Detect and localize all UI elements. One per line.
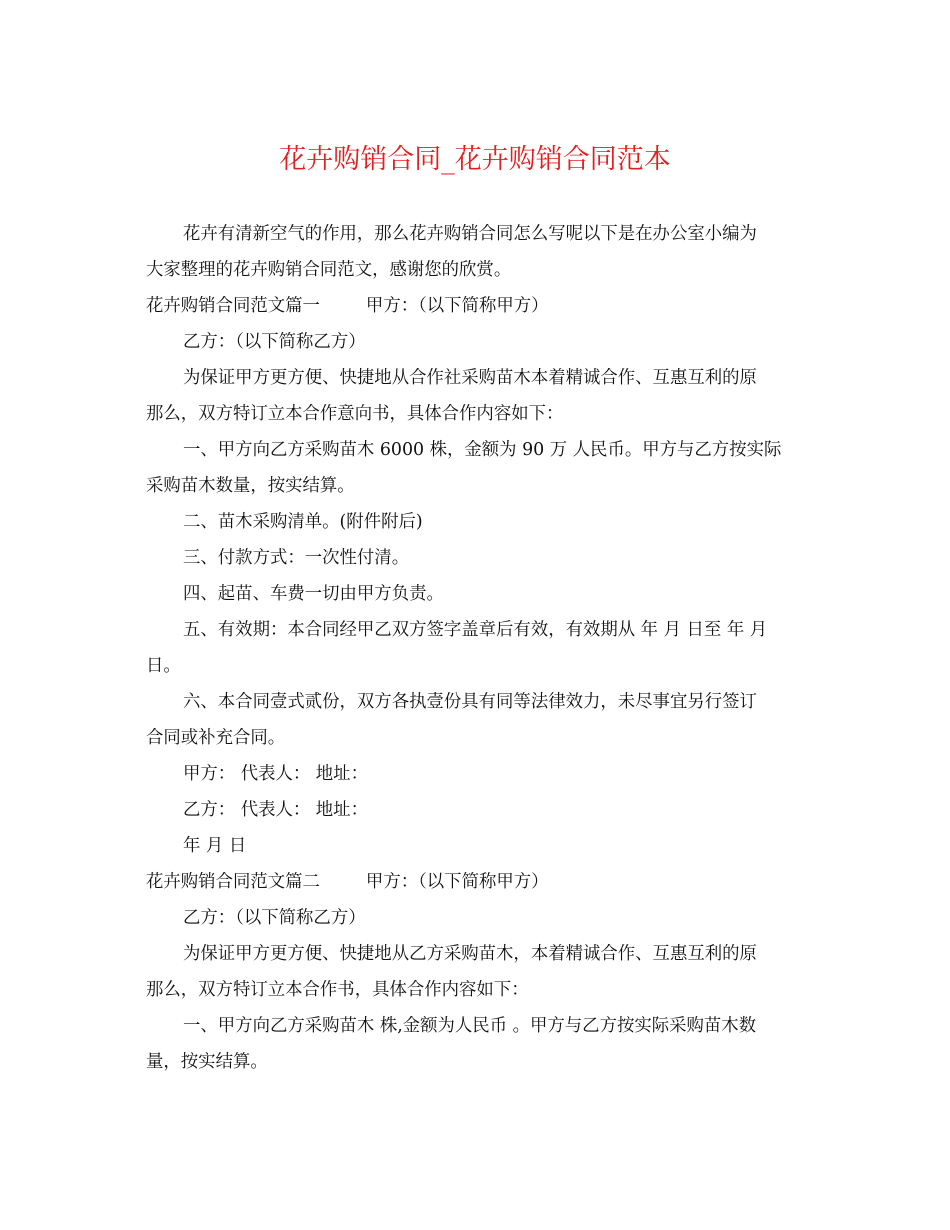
document-body [146,216,810,1080]
section-1-purpose-line-1: 为保证甲方更方便、快捷地从合作社采购苗木本着精诚合作、互惠互利的原 [183,368,757,388]
section-2-purpose-line-1: 为保证甲方更方便、快捷地从乙方采购苗木，本着精诚合作、互惠互利的原 [183,944,757,964]
section-1-item-1-line-1: 一、甲方向乙方采购苗木 6000 株，金额为 90 万 人民币。甲方与乙方按实际 [183,440,782,460]
section-1-heading-line [146,288,810,324]
section-1-signature-party-b: 乙方： 代表人： 地址： [183,800,368,820]
section-1-item-1-line-2: 采购苗木数量，按实结算。 [146,476,355,496]
section-1-party-b: 乙方：（以下简称乙方） [183,332,366,352]
section-2-heading: 花卉购销合同范文篇二 [146,872,320,892]
section-2-party-a: 甲方：（以下简称甲方） [365,872,549,892]
section-2-party-b: 乙方：（以下简称乙方） [183,908,366,928]
section-1-party-a: 甲方：（以下简称甲方） [365,296,549,316]
section-2-heading-line [146,864,810,900]
section-1-signature-party-a: 甲方： 代表人： 地址： [183,764,368,784]
section-1-item-6-line-1: 六、本合同壹式贰份，双方各执壹份具有同等法律效力，未尽事宜另行签订 [183,692,757,712]
intro-line-2: 大家整理的花卉购销合同范文，感谢您的欣赏。 [146,260,512,280]
intro-line-1: 花卉有清新空气的作用，那么花卉购销合同怎么写呢以下是在办公室小编为 [183,224,757,244]
section-1-item-5-line-1: 五、有效期：本合同经甲乙双方签字盖章后有效，有效期从 年 月 日至 年 月 [183,620,768,640]
section-1-item-6-line-2: 合同或补充合同。 [146,728,286,748]
section-1-purpose-line-2: 那么，双方特订立本合作意向书，具体合作内容如下： [146,404,564,424]
document-title: 花卉购销合同_花卉购销合同范本 [279,144,671,175]
section-2-item-1-line-1: 一、甲方向乙方采购苗木 株,金额为人民币 。甲方与乙方按实际采购苗木数 [183,1016,757,1036]
section-1-item-3: 三、付款方式：一次性付清。 [183,548,410,568]
section-1-item-2: 二、苗木采购清单。(附件附后) [183,512,423,532]
section-1-item-4: 四、起苗、车费一切由甲方负责。 [183,584,444,604]
section-1-item-5-line-2: 日。 [146,656,181,676]
section-1-heading: 花卉购销合同范文篇一 [146,296,320,316]
section-2-purpose-line-2: 那么，双方特订立本合作书，具体合作内容如下： [146,980,529,1000]
section-2-item-1-line-2: 量，按实结算。 [146,1052,268,1072]
section-1-date: 年 月 日 [183,836,247,856]
